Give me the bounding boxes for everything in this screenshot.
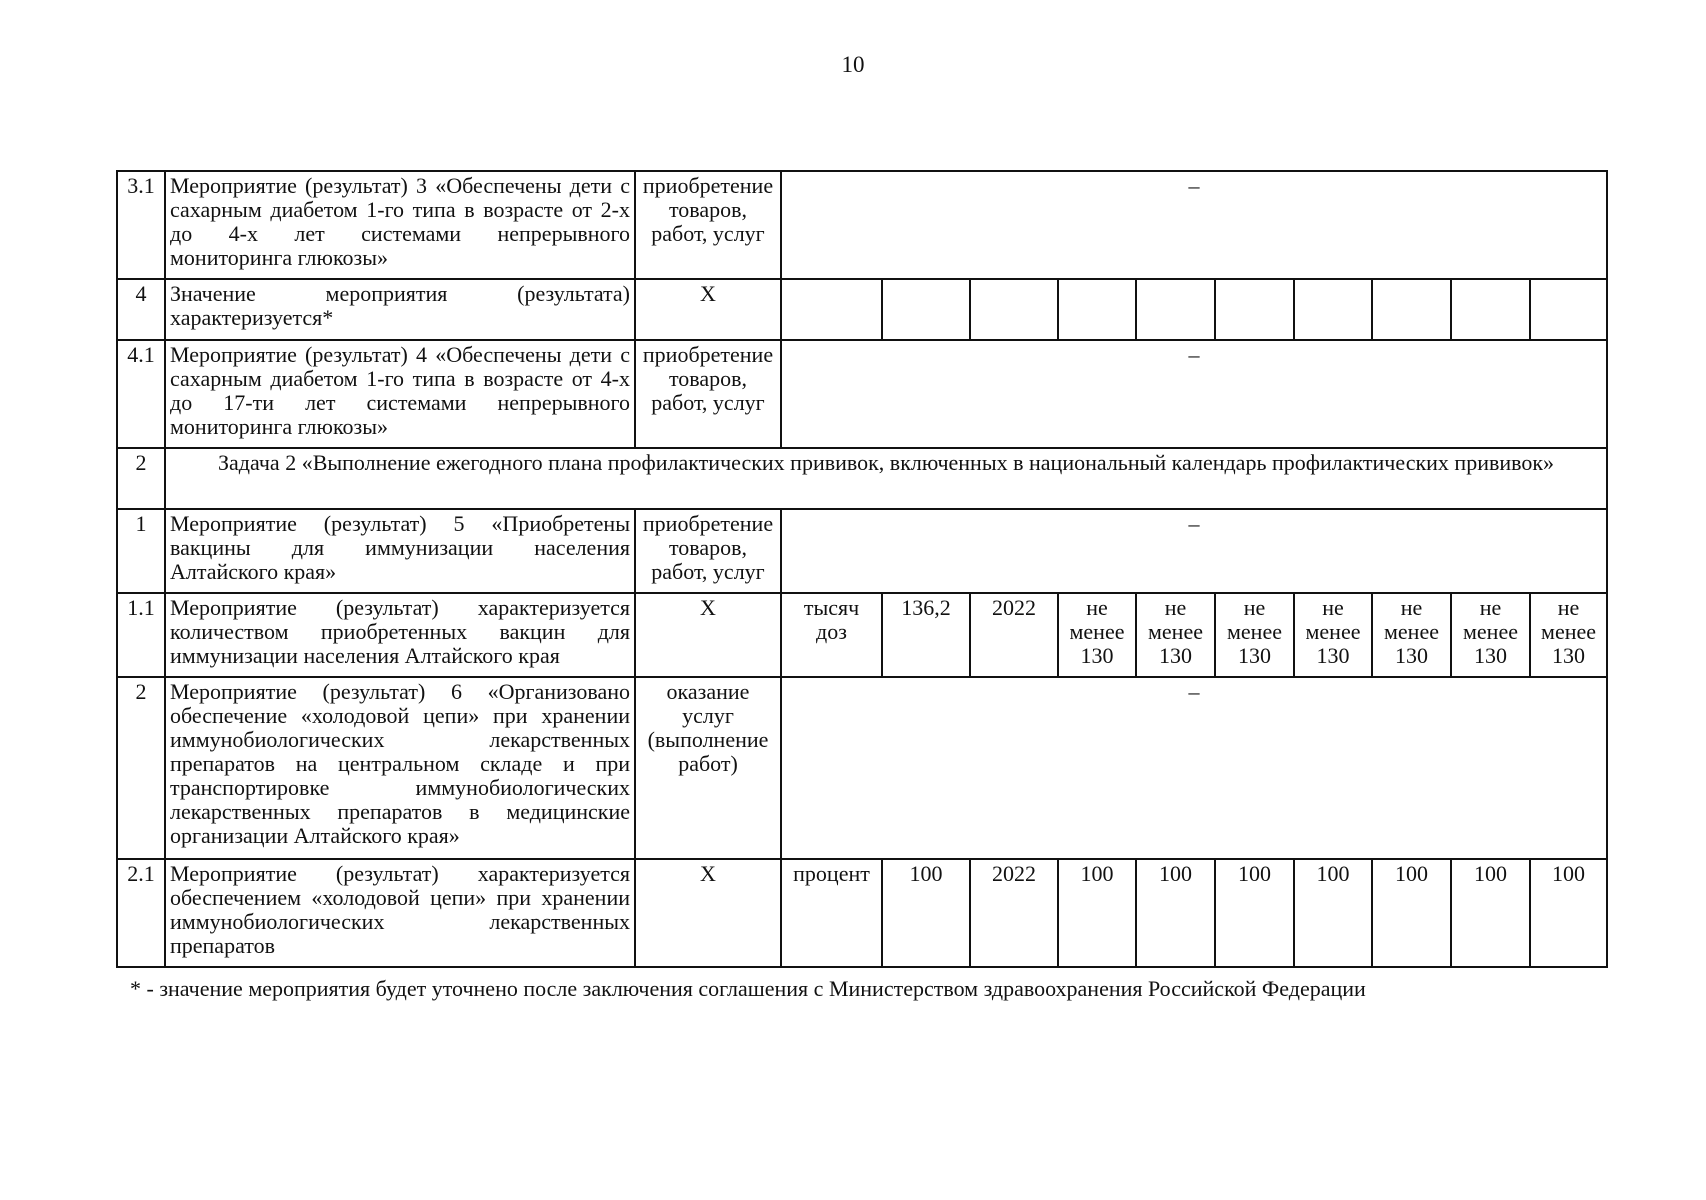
- measure-description: Мероприятие (результат) характеризуется количеством приобретенных вакцин для иммунизации населения Алтайского края: [165, 593, 635, 677]
- row-number: 4.1: [117, 340, 165, 448]
- unit-cell: тысяч доз: [781, 593, 882, 677]
- table-row: [117, 859, 1607, 967]
- measure-type: Х: [635, 593, 781, 677]
- empty-cell: [1058, 279, 1136, 340]
- table-row: [117, 593, 1607, 677]
- row-number: 1: [117, 509, 165, 593]
- values-dash: –: [781, 677, 1607, 859]
- year-value-cell: не менее 130: [1530, 593, 1607, 677]
- table-row: [117, 279, 1607, 340]
- empty-cell: [1215, 279, 1294, 340]
- empty-cell: [970, 279, 1058, 340]
- row-number: 2: [117, 677, 165, 859]
- year-value-cell: 100: [1215, 859, 1294, 967]
- measure-description: Мероприятие (результат) 5 «Приобретены вакцины для иммунизации населения Алтайского края»: [165, 509, 635, 593]
- footnote: * - значение мероприятия будет уточнено после заключения соглашения с Министерством здравоохранения Российской Федерации: [130, 976, 1366, 1001]
- empty-cell: [882, 279, 970, 340]
- page-number: 10: [841, 52, 865, 77]
- base-year-cell: 2022: [970, 859, 1058, 967]
- measure-description: Мероприятие (результат) 4 «Обеспечены дети с сахарным диабетом 1-го типа в возрасте от 4-х до 17-ти лет системами непрерывного мониторинга глюкозы»: [165, 340, 635, 448]
- empty-cell: [1136, 279, 1215, 340]
- year-value-cell: 100: [1372, 859, 1451, 967]
- year-value-cell: 100: [1530, 859, 1607, 967]
- table-row: [117, 171, 1607, 279]
- table-row: [117, 448, 1607, 509]
- row-number: 3.1: [117, 171, 165, 279]
- measure-type: Х: [635, 859, 781, 967]
- measure-type: оказание услуг (выполнение работ): [635, 677, 781, 859]
- year-value-cell: не менее 130: [1058, 593, 1136, 677]
- empty-cell: [1451, 279, 1530, 340]
- year-value-cell: 100: [1136, 859, 1215, 967]
- year-value-cell: не менее 130: [1451, 593, 1530, 677]
- values-dash: –: [781, 171, 1607, 279]
- year-value-cell: не менее 130: [1136, 593, 1215, 677]
- year-value-cell: 100: [1451, 859, 1530, 967]
- table-row: [117, 677, 1607, 859]
- year-value-cell: 100: [1058, 859, 1136, 967]
- row-number: 4: [117, 279, 165, 340]
- measure-type: приобретение товаров, работ, услуг: [635, 171, 781, 279]
- unit-cell: процент: [781, 859, 882, 967]
- values-dash: –: [781, 340, 1607, 448]
- table-row: [117, 340, 1607, 448]
- base-year-cell: 2022: [970, 593, 1058, 677]
- empty-cell: [781, 279, 882, 340]
- values-dash: –: [781, 509, 1607, 593]
- empty-cell: [1372, 279, 1451, 340]
- table-row: [117, 509, 1607, 593]
- measure-type: Х: [635, 279, 781, 340]
- measure-description: Мероприятие (результат) характеризуется обеспечением «холодовой цепи» при хранении иммунобиологических лекарственных препаратов: [165, 859, 635, 967]
- measure-type: приобретение товаров, работ, услуг: [635, 340, 781, 448]
- measure-description: Мероприятие (результат) 3 «Обеспечены дети с сахарным диабетом 1-го типа в возрасте от 2-х до 4-х лет системами непрерывного мониторинга глюкозы»: [165, 171, 635, 279]
- base-value-cell: 100: [882, 859, 970, 967]
- task-heading: Задача 2 «Выполнение ежегодного плана профилактических прививок, включенных в национальный календарь профилактических прививок»: [165, 448, 1607, 509]
- year-value-cell: не менее 130: [1215, 593, 1294, 677]
- measure-description: Значение мероприятия (результата) характеризуется*: [165, 279, 635, 340]
- row-number: 2.1: [117, 859, 165, 967]
- year-value-cell: не менее 130: [1294, 593, 1372, 677]
- base-value-cell: 136,2: [882, 593, 970, 677]
- year-value-cell: не менее 130: [1372, 593, 1451, 677]
- row-number: 1.1: [117, 593, 165, 677]
- measures-table: [116, 170, 1608, 968]
- empty-cell: [1530, 279, 1607, 340]
- row-number: 2: [117, 448, 165, 509]
- year-value-cell: 100: [1294, 859, 1372, 967]
- measure-type: приобретение товаров, работ, услуг: [635, 509, 781, 593]
- measure-description: Мероприятие (результат) 6 «Организовано обеспечение «холодовой цепи» при хранении иммунобиологических лекарственных препаратов на центральном складе и при транспортировке иммунобиологических лекарственных препаратов в медицинские организации Алтайского края»: [165, 677, 635, 859]
- empty-cell: [1294, 279, 1372, 340]
